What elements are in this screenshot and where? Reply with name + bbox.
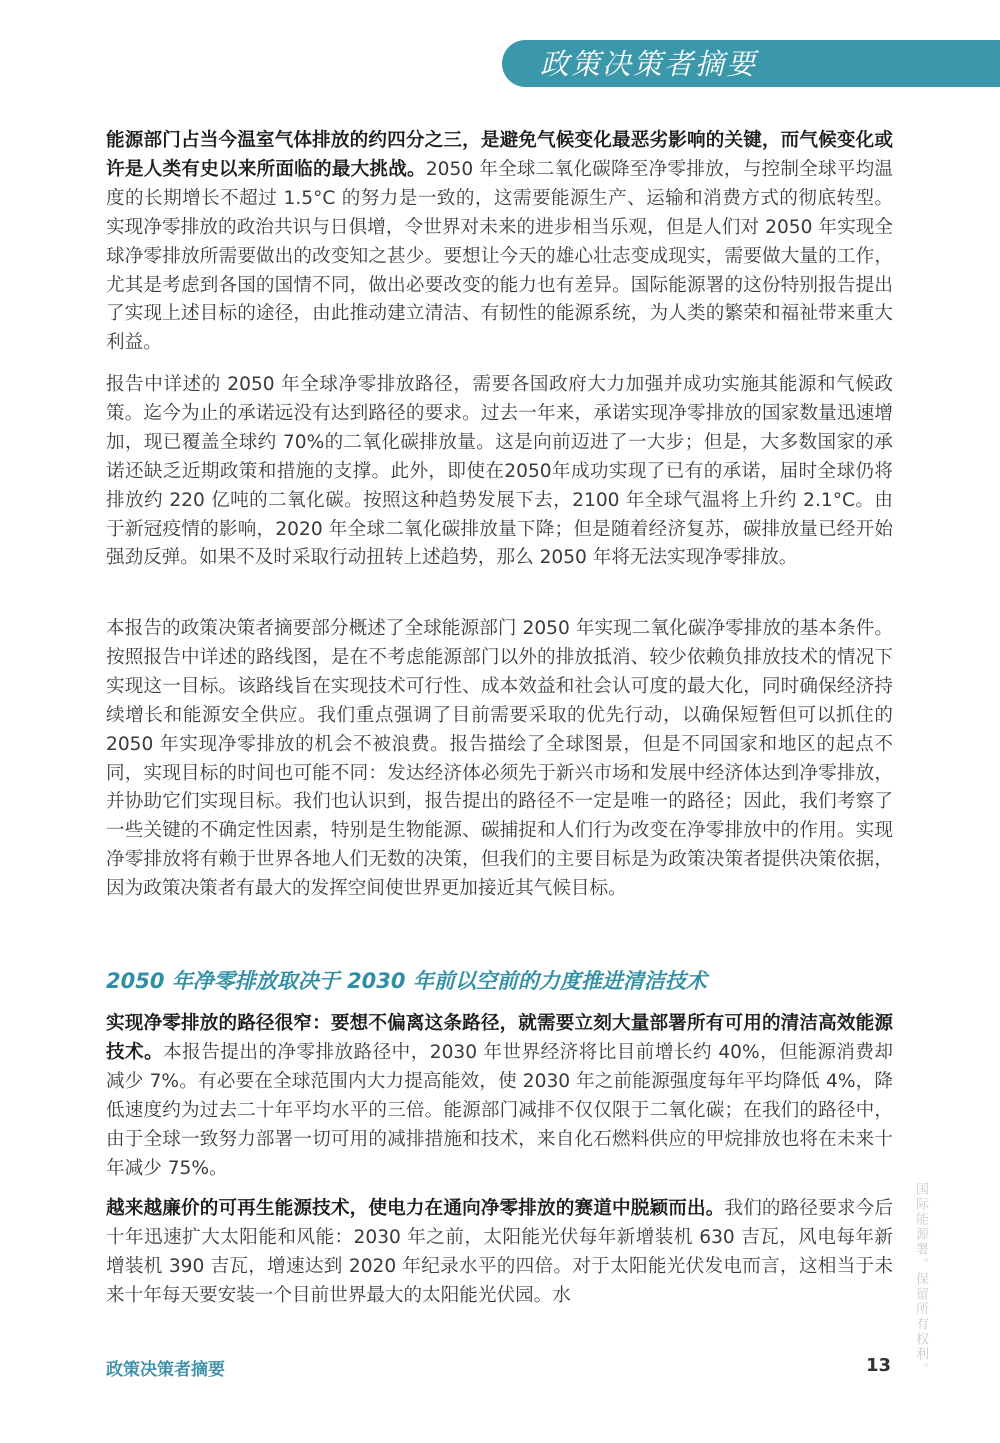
footer-title: 政策决策者摘要	[106, 1360, 225, 1380]
copyright-side-note: 国际能源署。保留所有权利。	[913, 1182, 928, 1377]
paragraph-4-body: 本报告提出的净零排放路径中，2030 年世界经济将比目前增长约 40%，但能源消费却减少 7%。有必要在全球范围内大力提高能效，使 2030 年之前能源强度每年平均降低 4%，降低速度约为过去二十年平均水平的三倍。能源部门减排不仅仅限于二氧化碳；在我们的路径中，由于全球一致努力部署一切可用的减排措施和技术，来自化石燃料供应的甲烷排放也将在未来十年减少 75%。	[106, 1041, 893, 1179]
paragraph-3	[106, 615, 893, 904]
paragraph-4	[106, 1010, 893, 1183]
section-heading: 2050 年净零排放取决于 2030 年前以空前的力度推进清洁技术	[106, 969, 707, 993]
paragraph-4-lead: 实现净零排放的路径很窄：要想不偏离这条路径，就需要立刻大量部署所有可用的清洁高效能源技术。	[106, 1013, 893, 1063]
paragraph-2	[106, 371, 893, 573]
header-title: 政策决策者摘要	[540, 47, 758, 81]
paragraph-1-body: 2050 年全球二氧化碳降至净零排放，与控制全球平均温度的长期增长不超过 1.5°C 的努力是一致的，这需要能源生产、运输和消费方式的彻底转型。实现净零排放的政治共识与日俱增，令世界对未来的进步相当乐观，但是人们对 2050 年实现全球净零排放所需要做出的改变知之甚少。要想让今天的雄心壮志变成现实，需要做大量的工作，尤其是考虑到各国的国情不同，做出必要改变的能力也有差异。国际能源署的这份特别报告提出了实现上述目标的途径，由此推动建立清洁、有韧性的能源系统，为人类的繁荣和福祉带来重大利益。	[106, 158, 893, 354]
page-number: 13	[866, 1355, 892, 1376]
paragraph-1	[106, 127, 893, 358]
paragraph-1-lead: 能源部门占当今温室气体排放的约四分之三，是避免气候变化最恶劣影响的关键，而气候变化或许是人类有史以来所面临的最大挑战。	[106, 130, 893, 180]
paragraph-2-body: 报告中详述的 2050 年全球净零排放路径，需要各国政府大力加强并成功实施其能源和气候政策。迄今为止的承诺远没有达到路径的要求。过去一年来，承诺实现净零排放的国家数量迅速增加，现已覆盖全球约 70%的二氧化碳排放量。这是向前迈进了一大步；但是，大多数国家的承诺还缺乏近期政策和措施的支撑。此外，即使在2050年成功实现了已有的承诺，届时全球仍将排放约 220 亿吨的二氧化碳。按照这种趋势发展下去，2100 年全球气温将上升约 2.1°C。由于新冠疫情的影响，2020 年全球二氧化碳排放量下降；但是随着经济复苏，碳排放量已经开始强劲反弹。如果不及时采取行动扭转上述趋势，那么 2050 年将无法实现净零排放。	[106, 374, 893, 569]
paragraph-3-body: 本报告的政策决策者摘要部分概述了全球能源部门 2050 年实现二氧化碳净零排放的基本条件。按照报告中详述的路线图，是在不考虑能源部门以外的排放抵消、较少依赖负排放技术的情况下实现这一目标。该路线旨在实现技术可行性、成本效益和社会认可度的最大化，同时确保经济持续增长和能源安全供应。我们重点强调了目前需要采取的优先行动，以确保短暂但可以抓住的 2050 年实现净零排放的机会不被浪费。报告描绘了全球图景，但是不同国家和地区的起点不同，实现目标的时间也可能不同：发达经济体必须先于新兴市场和发展中经济体达到净零排放，并协助它们实现目标。我们也认识到，报告提出的路径不一定是唯一的路径；因此，我们考察了一些关键的不确定性因素，特别是生物能源、碳捕捉和人们行为改变在净零排放中的作用。实现净零排放将有赖于世界各地人们无数的决策，但我们的主要目标是为政策决策者提供决策依据，因为政策决策者有最大的发挥空间使世界更加接近其气候目标。	[106, 618, 893, 900]
paragraph-5	[106, 1195, 893, 1311]
paragraph-5-body: 我们的路径要求今后十年迅速扩大太阳能和风能：2030 年之前，太阳能光伏每年新增装机 630 吉瓦，风电每年新增装机 390 吉瓦，增速达到 2020 年纪录水平的四倍。对于太阳能光伏发电而言，这相当于未来十年每天要安装一个目前世界最大的太阳能光伏园。水	[106, 1198, 893, 1306]
paragraph-5-lead: 越来越廉价的可再生能源技术，使电力在通向净零排放的赛道中脱颖而出。	[106, 1198, 725, 1219]
